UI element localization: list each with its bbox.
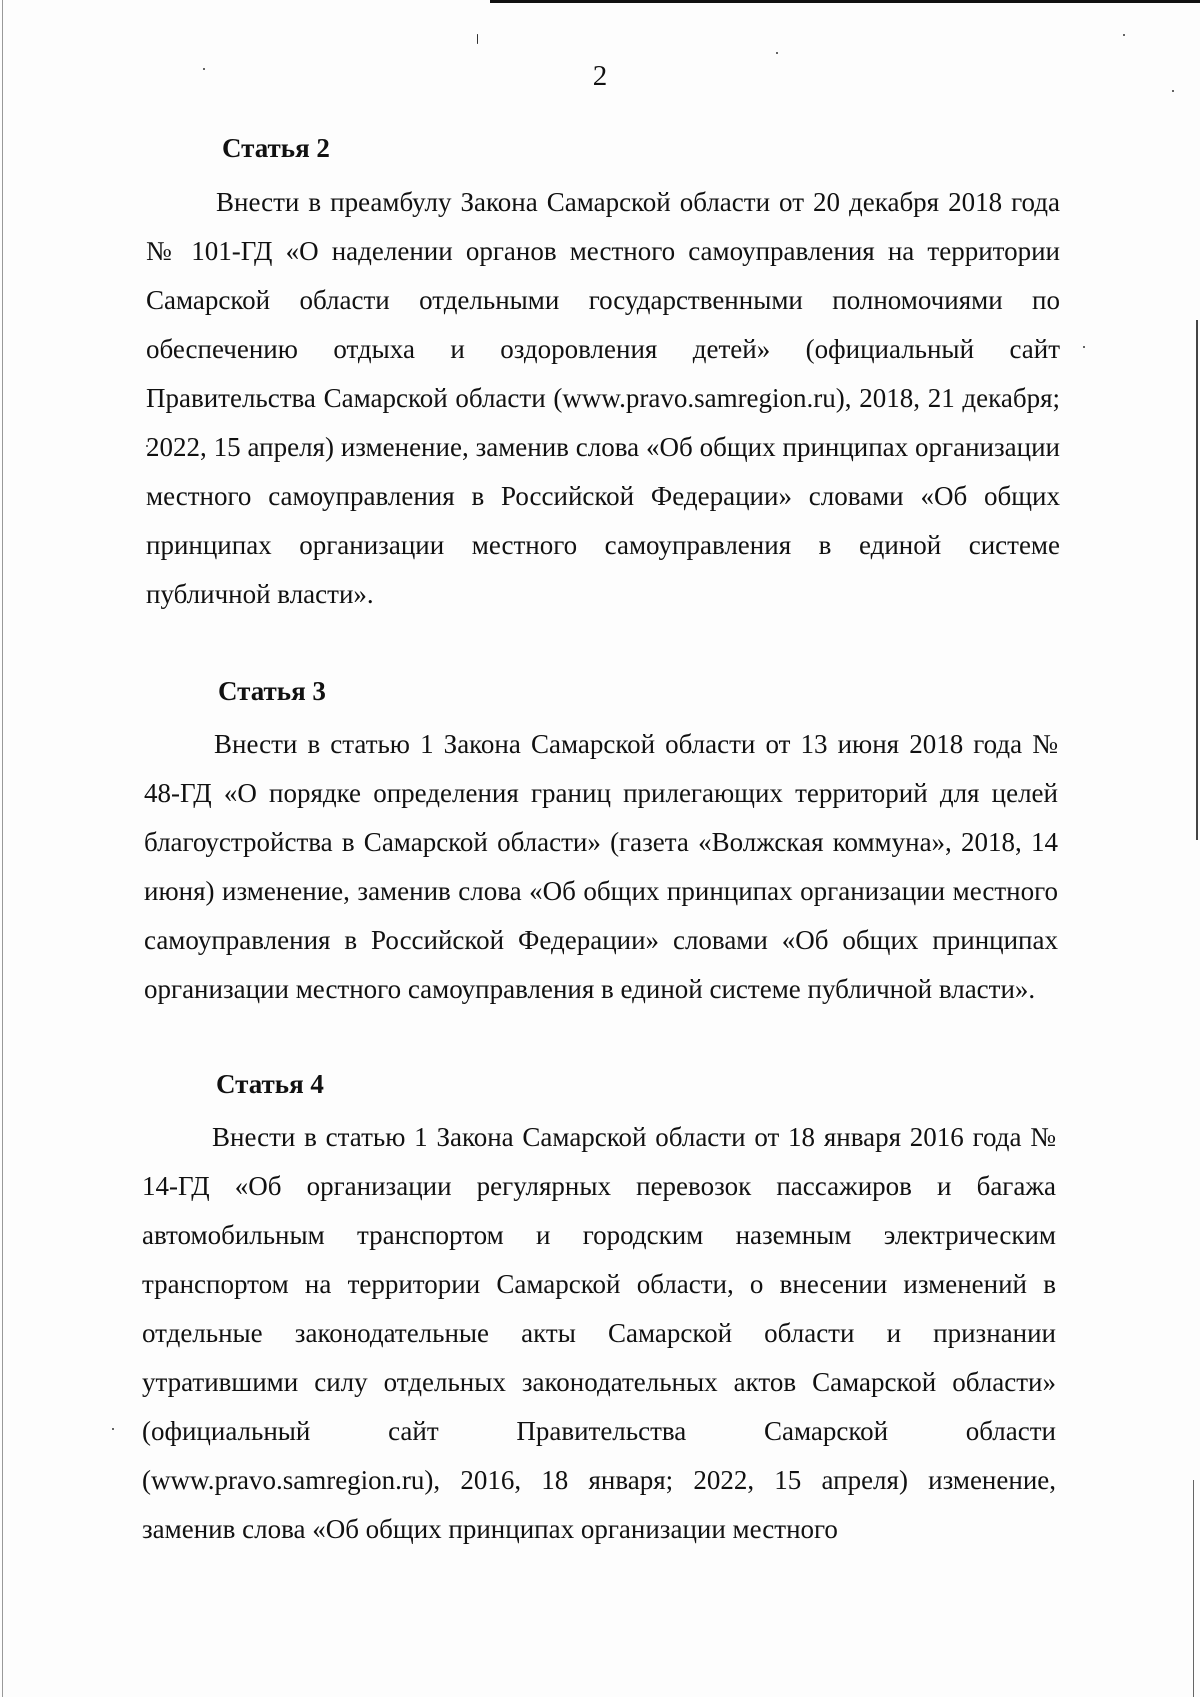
article-body: Внести в статью 1 Закона Самарской области от 18 января 2016 года № 14-ГД «Об организации регулярных перевозок пассажиров и багажа автомобильным транспортом и городским наземным электрическим транспортом на территории Самарской области, о внесении изменений в отдельные законодательные акты Самарской области и признании утратившими силу отдельных законодательных актов Самарской области» (официальный сайт Правительства Самарской области (www.pravo.samregion.ru), 2016, 18 января; 2022, 15 апреля) изменение, заменив слова «Об общих принципах организации местного: [142, 1122, 1056, 1544]
scan-speck: [477, 34, 478, 44]
scan-edge-right-lower: [1193, 1480, 1194, 1697]
scan-speck: [776, 52, 778, 54]
scan-edge-top: [490, 0, 1200, 3]
scan-speck: [1083, 346, 1085, 348]
scan-edge-left: [2, 0, 3, 1697]
scan-speck: [1123, 34, 1125, 36]
article-body: Внести в преамбулу Закона Самарской области от 20 декабря 2018 года № 101-ГД «О наделении органов местного самоуправления на территории Самарской области отдельными государственными полномочиями по обеспечению отдыха и оздоровления детей» (официальный сайт Правительства Самарской области (www.pravo.samregion.ru), 2018, 21 декабря; 2022, 15 апреля) изменение, заменив слова «Об общих принципах организации местного самоуправления в Российской Федерации» словами «Об общих принципах организации местного самоуправления в единой системе публичной власти».: [146, 187, 1060, 609]
article-title: Статья 4: [216, 1069, 324, 1099]
scan-edge-right: [1196, 320, 1198, 840]
article-body: Внести в статью 1 Закона Самарской области от 13 июня 2018 года № 48-ГД «О порядке определения границ прилегающих территорий для целей благоустройства в Самарской области» (газета «Волжская коммуна», 2018, 14 июня) изменение, заменив слова «Об общих принципах организации местного самоуправления в Российской Федерации» словами «Об общих принципах организации местного самоуправления в единой системе публичной власти».: [144, 729, 1058, 1004]
article-title: Статья 3: [218, 676, 326, 706]
page-number: 2: [592, 60, 608, 92]
article-title: Статья 2: [222, 133, 330, 163]
scan-speck: [112, 1428, 114, 1430]
